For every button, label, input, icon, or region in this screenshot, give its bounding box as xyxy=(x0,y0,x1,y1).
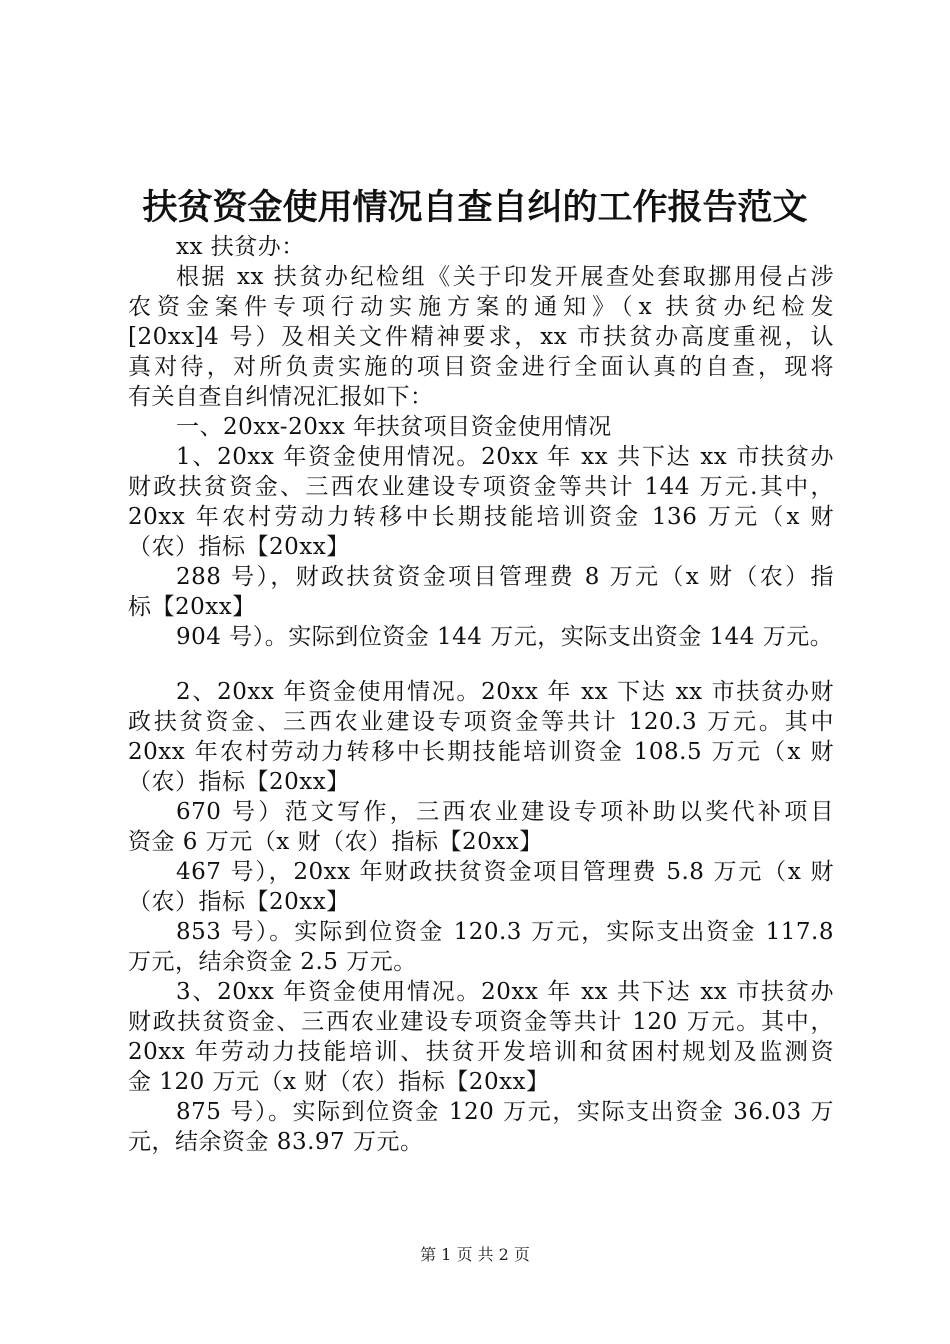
text-line: 875 号）。实际到位资金 120 万元，实际支出资金 36.03 万 xyxy=(176,1099,834,1125)
document-title: 扶贫资金使用情况自查自纠的工作报告范文 xyxy=(142,187,808,228)
text-line: 农资金案件专项行动实施方案的通知》（x 扶贫办纪检发 xyxy=(128,294,834,320)
text-line: 20xx 年劳动力技能培训、扶贫开发培训和贫困村规划及监测资 xyxy=(128,1039,834,1065)
text-line: 467 号），20xx 年财政扶贫资金项目管理费 5.8 万元（x 财 xyxy=(176,859,834,885)
page-number: 第 1 页 共 2 页 xyxy=(420,1245,530,1264)
text-line: 根据 xx 扶贫办纪检组《关于印发开展查处套取挪用侵占涉 xyxy=(176,264,834,290)
text-line: 一、20xx-20xx 年扶贫项目资金使用情况 xyxy=(176,414,612,440)
text-line: 有关自查自纠情况汇报如下： xyxy=(128,384,434,410)
text-line: 670 号）范文写作，三西农业建设专项补助以奖代补项目 xyxy=(176,799,834,825)
text-line: 资金 6 万元（x 财（农）指标【20xx】 xyxy=(128,829,543,855)
text-line: [20xx]4 号）及相关文件精神要求，xx 市扶贫办高度重视，认 xyxy=(128,324,834,350)
text-line: 20xx 年农村劳动力转移中长期技能培训资金 136 万元（x 财 xyxy=(128,504,834,530)
text-line: 2、20xx 年资金使用情况。20xx 年 xx 下达 xx 市扶贫办财 xyxy=(176,679,834,705)
text-line: 1、20xx 年资金使用情况。20xx 年 xx 共下达 xx 市扶贫办 xyxy=(176,444,834,470)
text-line: （农）指标【20xx】 xyxy=(128,534,350,560)
text-line: 853 号）。实际到位资金 120.3 万元，实际支出资金 117.8 xyxy=(176,919,834,945)
paragraph-gap xyxy=(128,652,834,677)
text-line: 财政扶贫资金、三西农业建设专项资金等共计 120 万元。其中， xyxy=(128,1009,834,1035)
document-body xyxy=(128,232,834,1157)
text-line: 金 120 万元（x 财（农）指标【20xx】 xyxy=(128,1069,550,1095)
text-line: （农）指标【20xx】 xyxy=(128,769,350,795)
text-line: 政扶贫资金、三西农业建设专项资金等共计 120.3 万元。其中 xyxy=(128,709,834,735)
text-line: 3、20xx 年资金使用情况。20xx 年 xx 共下达 xx 市扶贫办 xyxy=(176,979,834,1005)
text-line: 288 号），财政扶贫资金项目管理费 8 万元（x 财（农）指 xyxy=(176,564,834,590)
text-line: 标【20xx】 xyxy=(128,594,256,620)
text-line: 真对待，对所负责实施的项目资金进行全面认真的自查，现将 xyxy=(128,354,834,380)
text-line: 元，结余资金 83.97 万元。 xyxy=(128,1129,424,1155)
text-line: xx 扶贫办： xyxy=(176,234,305,260)
text-line: （农）指标【20xx】 xyxy=(128,889,350,915)
text-line: 万元，结余资金 2.5 万元。 xyxy=(128,949,417,975)
text-line: 904 号）。实际到位资金 144 万元，实际支出资金 144 万元。 xyxy=(176,624,834,650)
text-line: 财政扶贫资金、三西农业建设专项资金等共计 144 万元.其中， xyxy=(128,474,834,500)
text-line: 20xx 年农村劳动力转移中长期技能培训资金 108.5 万元（x 财 xyxy=(128,739,834,765)
